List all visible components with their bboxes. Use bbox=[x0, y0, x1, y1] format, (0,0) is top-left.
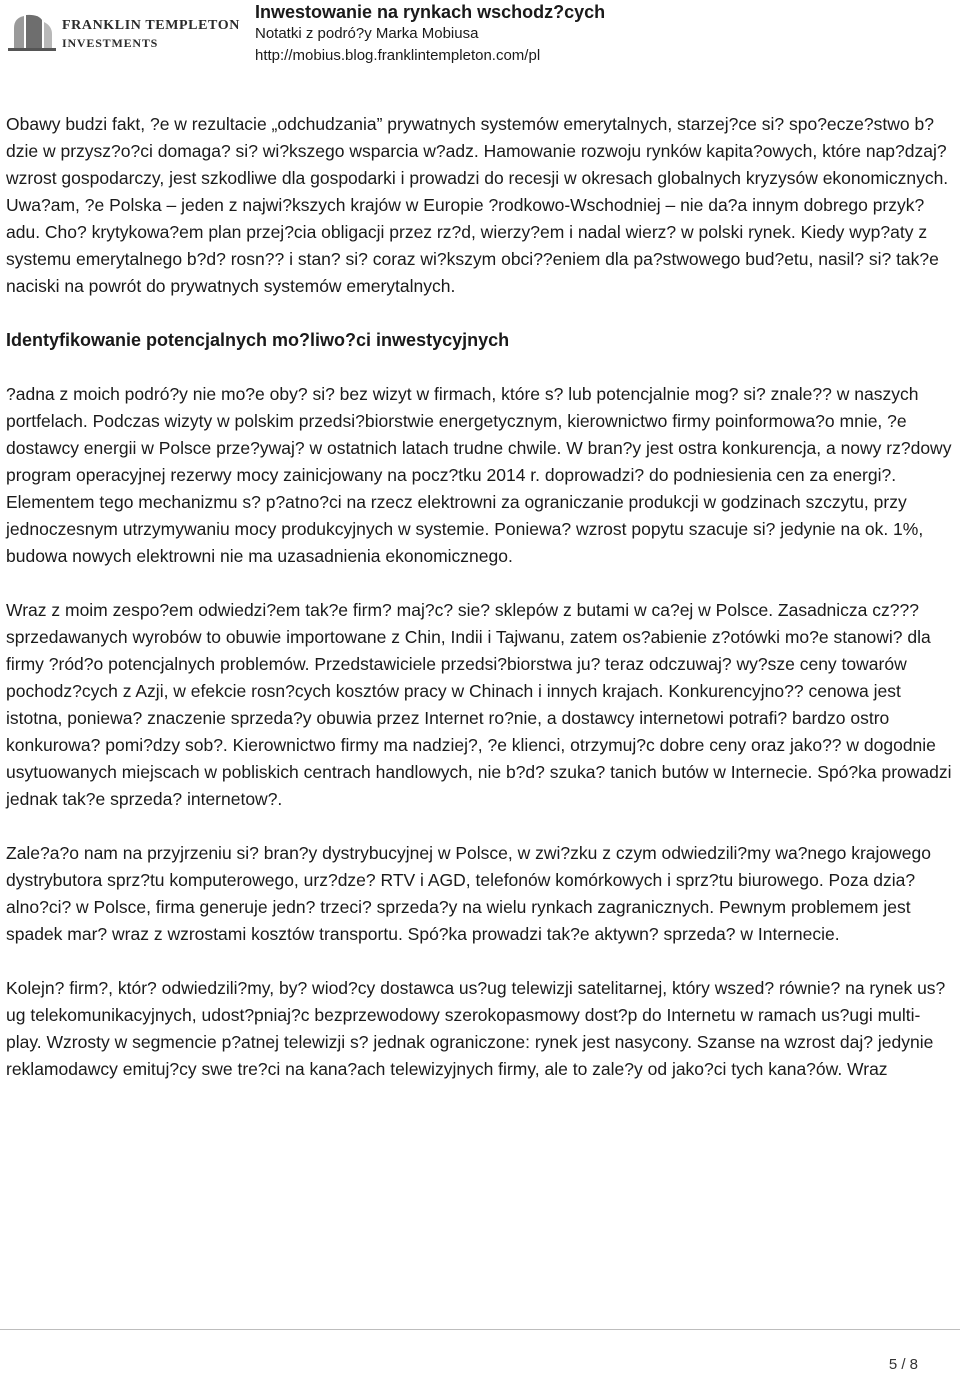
franklin-templeton-logo bbox=[8, 10, 240, 52]
header-text bbox=[255, 2, 605, 67]
page-header bbox=[0, 0, 960, 72]
article-body bbox=[6, 111, 956, 1083]
paragraph-1: Obawy budzi fakt, ?e w rezultacie „odchudzania” prywatnych systemów emerytalnych, starzej?ce si? spo?ecze?stwo b?dzie w przysz?o?ci domaga? si? wi?kszego wsparcia w?adz. Hamowanie rozwoju rynków kapita?owych, które nap?dzaj? wzrost gospodarczy, jest szkodliwe dla gospodarki i prowadzi do recesji w okresach globalnych kryzysów ekonomicznych. Uwa?am, ?e Polska – jeden z najwi?kszych krajów w Europie ?rodkowo-Wschodniej – nie da?a innym dobrego przyk?adu. Cho? krytykowa?em plan przej?cia obligacji przez rz?d, wierzy?em i nadal wierz? w polski rynek. Kiedy wyp?aty z systemu emerytalnego b?d? rosn?? i stan? si? coraz wi?kszym obci??eniem dla pa?stwowego bud?etu, nasil? si? tak?e naciski na powrót do prywatnych systemów emerytalnych. bbox=[6, 114, 949, 296]
header-subtitle: Notatki z podró?y Marka Mobiusa bbox=[255, 25, 479, 42]
paragraph-2: ?adna z moich podró?y nie mo?e oby? si? bez wizyt w firmach, które s? lub potencjalnie mog? si? znale?? w naszych portfelach. Podczas wizyty w polskim przedsi?biorstwie energetycznym, kierownictwo firmy poinformowa?o mnie, ?e dostawcy energii w Polsce prze?ywaj? w ostatnich latach trudne chwile. W bran?y jest ostra konkurencja, a nowy rz?dowy program operacyjnej rezerwy mocy zainicjowany na pocz?tku 2014 r. doprowadzi? do podniesienia cen za energi?. Elementem tego mechanizmu s? p?atno?ci na rzecz elektrowni za ograniczanie produkcji w godzinach szczytu, przy jednoczesnym utrzymywaniu mocy produkcyjnych w systemie. Poniewa? wzrost popytu szacuje si? jedynie na ok. 1%, budowa nowych elektrowni nie ma uzasadnienia ekonomicznego. bbox=[6, 384, 952, 566]
paragraph-3: Wraz z moim zespo?em odwiedzi?em tak?e firm? maj?c? sie? sklepów z butami w ca?ej w Polsce. Zasadnicza cz??? sprzedawanych wyrobów to obuwie importowane z Chin, Indii i Tajwanu, zatem os?abienie z?otówki mo?e stanowi? dla firmy ?ród?o potencjalnych problemów. Przedstawiciele przedsi?biorstwa ju? teraz odczuwaj? wy?sze ceny towarów pochodz?cych z Azji, w efekcie rosn?cych kosztów pracy w Chinach i innych krajach. Konkurencyjno?? cenowa jest istotna, poniewa? znaczenie sprzeda?y obuwia przez Internet ro?nie, a dostawcy internetowi potrafi? bardzo ostro konkurowa? pomi?dzy sob?. Kierownictwo firmy ma nadziej?, ?e klienci, otrzymuj?c dobre ceny oraz jako?? w dogodnie usytuowanych miejscach w pobliskich centrach handlowych, nie b?d? szuka? tanich butów w Internecie. Spó?ka prowadzi jednak tak?e sprzeda? internetow?. bbox=[6, 600, 952, 809]
page-number: 5 / 8 bbox=[888, 1356, 918, 1373]
logo-name: FRANKLIN TEMPLETON bbox=[62, 18, 240, 33]
header-title: Inwestowanie na rynkach wschodz?cych bbox=[255, 2, 606, 22]
paragraph-5: Kolejn? firm?, któr? odwiedzili?my, by? wiod?cy dostawca us?ug telewizji satelitarnej, który wszed? równie? na rynek us?ug telekomunikacyjnych, udost?pniaj?c bezprzewodowy szerokopasmowy dost?p do Internetu w ramach us?ugi multi-play. Wzrosty w segmencie p?atnej telewizji s? jednak ograniczone: rynek jest nasycony. Szanse na wzrost daj? jedynie reklamodawcy emituj?cy swe tre?ci na kana?ach telewizyjnych firmy, ale to zale?y od jako?ci tych kana?ów. Wraz bbox=[6, 978, 946, 1079]
logo-emblem-icon bbox=[8, 10, 56, 52]
footer-divider bbox=[0, 1329, 960, 1330]
header-url[interactable]: http://mobius.blog.franklintempleton.com/pl bbox=[255, 47, 541, 64]
logo-subtitle: INVESTMENTS bbox=[62, 36, 159, 50]
paragraph-4: Zale?a?o nam na przyjrzeniu si? bran?y dystrybucyjnej w Polsce, w zwi?zku z czym odwiedzili?my wa?nego krajowego dystrybutora sprz?tu komputerowego, urz?dze? RTV i AGD, telefonów komórkowych i sprz?tu biurowego. Poza dzia?alno?ci? w Polsce, firma generuje jedn? trzeci? sprzeda?y na wielu rynkach zagranicznych. Pewnym problemem jest spadek mar? wraz z wzrostami kosztów transportu. Spó?ka prowadzi tak?e aktywn? sprzeda? w Internecie. bbox=[6, 843, 931, 944]
section-heading: Identyfikowanie potencjalnych mo?liwo?ci inwestycyjnych bbox=[6, 330, 510, 350]
